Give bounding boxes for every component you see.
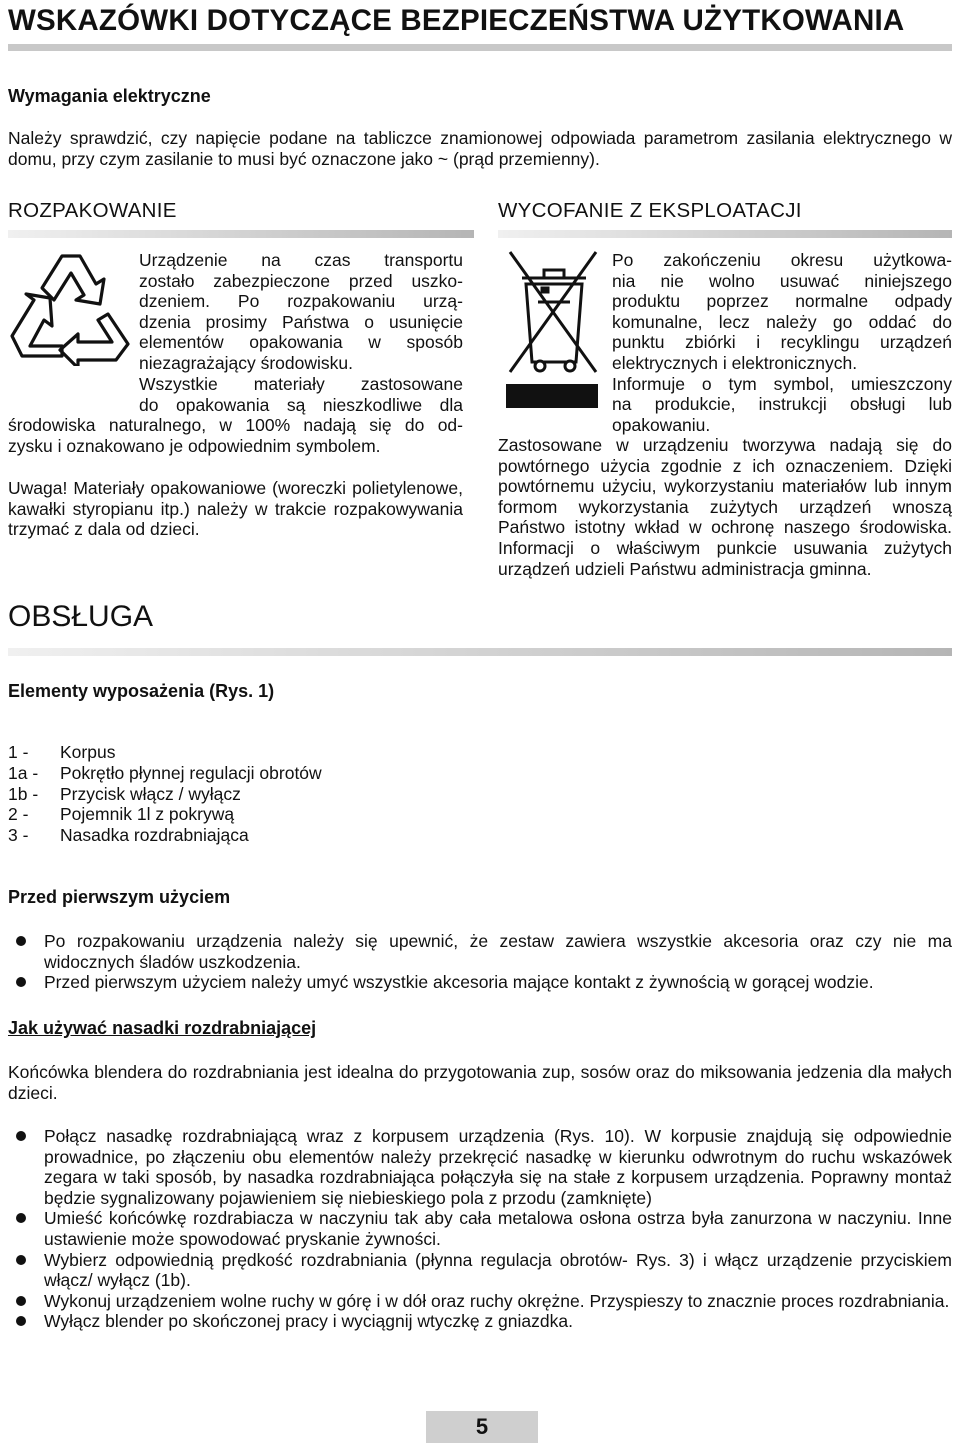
bullet-icon bbox=[16, 1131, 26, 1141]
disposal-line: elektrycznych i elektronicznych. bbox=[612, 352, 858, 373]
disposal-line: na produkcie, instrukcji obsługi lub bbox=[612, 394, 952, 415]
disposal-line: opakowaniu. bbox=[612, 414, 711, 435]
electrical-heading: Wymagania elektryczne bbox=[8, 86, 211, 106]
unpacking-line: niezagrażający środowisku. bbox=[139, 352, 353, 373]
equipment-label: Korpus bbox=[60, 742, 116, 762]
unpacking-heading: ROZPAKOWANIE bbox=[8, 199, 177, 222]
first-use-list bbox=[8, 931, 952, 993]
crossed-bin-icon bbox=[504, 244, 604, 414]
unpacking-line: zostało zabezpieczone przed uszko- bbox=[139, 270, 463, 291]
operation-heading: OBSŁUGA bbox=[8, 600, 154, 633]
list-item bbox=[8, 1291, 952, 1312]
page-title: WSKAZÓWKI DOTYCZĄCE BEZPIECZEŃSTWA UŻYTKOWANIA bbox=[8, 4, 905, 37]
disposal-rule bbox=[498, 230, 952, 238]
equipment-label: Przycisk włącz / wyłącz bbox=[60, 783, 241, 804]
disposal-line: Po zakończeniu okresu użytkowa- bbox=[612, 250, 952, 270]
equipment-key: 3 - bbox=[8, 825, 29, 846]
howto-heading: Jak używać nasadki rozdrabniającej bbox=[8, 1018, 317, 1038]
recycle-icon bbox=[4, 248, 134, 366]
disposal-line: komunalne, lecz należy go oddać do bbox=[612, 311, 952, 332]
equipment-label: Pokrętło płynnej regulacji obrotów bbox=[60, 762, 322, 783]
list-item-text: Wykonuj urządzeniem wolne ruchy w górę i w dół oraz ruchy okrężne. Przyspieszy to znacznie proces rozdrabniania. bbox=[44, 1290, 950, 1311]
unpacking-text-block bbox=[139, 250, 463, 374]
list-item-text: Wybierz odpowiednią prędkość rozdrabniania (płynna regulacja obrotów- Rys. 3) i włącz urządzenie przyciskiem włącz/ wyłącz (1b). bbox=[44, 1249, 952, 1291]
bullet-icon bbox=[16, 1316, 26, 1326]
list-item-text: Połącz nasadkę rozdrabniającą wraz z korpusem urządzenia (Rys. 10). W korpusie znajdują się odpowiednie prowadnice, po złączeniu obu elementów należy przekręcić nasadkę w kierunku odwrotnym do ruchu wskazówek zegara w taki sposób, by nasadka rozdrabniająca połączyła się na stałe z korpusem urządzenia. Poprawny montaż będzie sygnalizowany pojawieniem się niebieskiego pola z przodu (zamknięte) bbox=[44, 1126, 952, 1208]
equipment-item bbox=[8, 825, 322, 846]
disposal-heading: WYCOFANIE Z EKSPLOATACJI bbox=[498, 199, 802, 222]
equipment-key: 2 - bbox=[8, 804, 29, 825]
list-item bbox=[8, 1250, 952, 1291]
howto-intro: Końcówka blendera do rozdrabniania jest idealna do przygotowania zup, sosów oraz do miksowania jedzenia dla małych dzieci. bbox=[8, 1062, 952, 1103]
equipment-list bbox=[8, 742, 322, 846]
disposal-line: Informuje o tym symbol, umieszczony bbox=[612, 373, 952, 394]
equipment-key: 1a - bbox=[8, 762, 39, 783]
equipment-label: Pojemnik 1l z pokrywą bbox=[60, 804, 235, 825]
list-item-text: Przed pierwszym użyciem należy umyć wszystkie akcesoria mające kontakt z żywnością w gorącej wodzie. bbox=[44, 972, 874, 993]
equipment-key: 1 - bbox=[8, 742, 29, 762]
unpacking-line: Urządzenie na czas transportu bbox=[139, 250, 463, 270]
equipment-item bbox=[8, 763, 322, 784]
unpacking-line: elementów opakowania w sposób bbox=[139, 332, 463, 353]
unpacking-text-block-2 bbox=[139, 374, 463, 415]
first-use-heading: Przed pierwszym użyciem bbox=[8, 887, 231, 907]
equipment-item bbox=[8, 742, 322, 763]
equipment-label: Nasadka rozdrabniająca bbox=[60, 825, 249, 846]
bullet-icon bbox=[16, 1296, 26, 1306]
operation-rule bbox=[8, 648, 952, 656]
list-item bbox=[8, 931, 952, 972]
page-number: 5 bbox=[426, 1411, 538, 1443]
disposal-text-block bbox=[612, 250, 952, 435]
equipment-key: 1b - bbox=[8, 783, 39, 804]
title-rule bbox=[8, 44, 952, 51]
bullet-icon bbox=[16, 936, 26, 946]
list-item-text: Umieść końcówkę rozdrabiacza w naczyniu tak aby cała metalowa osłona ostrza była zanurzona w naczyniu. Inne ustawienie może spowodować pryskanie żywności. bbox=[44, 1208, 952, 1249]
howto-steps bbox=[8, 1126, 952, 1332]
disposal-line: punktu zbiórki i recyklingu urządzeń bbox=[612, 332, 952, 353]
unpacking-line: do opakowania są nieszkodliwe dla bbox=[139, 394, 463, 415]
list-item bbox=[8, 972, 952, 993]
unpacking-rule bbox=[8, 230, 474, 238]
bullet-icon bbox=[16, 1255, 26, 1265]
disposal-line: produktu poprzez normalne odpady bbox=[612, 291, 952, 312]
equipment-item bbox=[8, 804, 322, 825]
bullet-icon bbox=[16, 977, 26, 987]
unpacking-text-block-3 bbox=[8, 415, 463, 456]
unpacking-line: zysku i oznakowano je odpowiednim symbolem. bbox=[8, 435, 381, 456]
disposal-text: Zastosowane w urządzeniu tworzywa nadają się do powtórnego użycia zgodnie z ich oznaczeniem. Dzięki powtórnemu użyciu, wykorzystaniu materiałów lub innym formom wykorzystania zużytych urządzeń wnoszą Państwo istotny wkład w ochronę naszego środowiska. Informacji o właściwym punkcie usuwania zużytych urządzeń udzieli Państwu administracja gminna. bbox=[498, 435, 952, 579]
list-item-text: Po rozpakowaniu urządzenia należy się upewnić, że zestaw zawiera wszystkie akcesoria oraz czy nie ma widocznych śladów uszkodzenia. bbox=[44, 931, 952, 972]
unpacking-line: dzeniem. Po rozpakowaniu urzą- bbox=[139, 291, 463, 312]
unpacking-line: Wszystkie materiały zastosowane bbox=[139, 374, 463, 394]
bullet-icon bbox=[16, 1213, 26, 1223]
electrical-text: Należy sprawdzić, czy napięcie podane na tabliczce znamionowej odpowiada parametrom zasilania elektrycznego w domu, przy czym zasilanie to musi być oznaczone jako ~ (prąd przemienny). bbox=[8, 128, 952, 169]
list-item bbox=[8, 1311, 952, 1332]
unpacking-line: środowiska naturalnego, w 100% nadają się do od- bbox=[8, 415, 463, 435]
equipment-heading: Elementy wyposażenia (Rys. 1) bbox=[8, 681, 275, 701]
equipment-item bbox=[8, 784, 322, 805]
list-item-text: Wyłącz blender po skończonej pracy i wyciągnij wtyczkę z gniazdka. bbox=[44, 1311, 573, 1332]
unpacking-line: dzenia prosimy Państwa o usunięcie bbox=[139, 311, 463, 332]
list-item bbox=[8, 1126, 952, 1208]
disposal-line: nia nie wolno usuwać niniejszego bbox=[612, 270, 952, 291]
unpacking-warning: Uwaga! Materiały opakowaniowe (woreczki polietylenowe, kawałki styropianu itp.) należy w trakcie rozpakowywania trzymać z dala od dzieci. bbox=[8, 478, 463, 540]
list-item bbox=[8, 1208, 952, 1249]
